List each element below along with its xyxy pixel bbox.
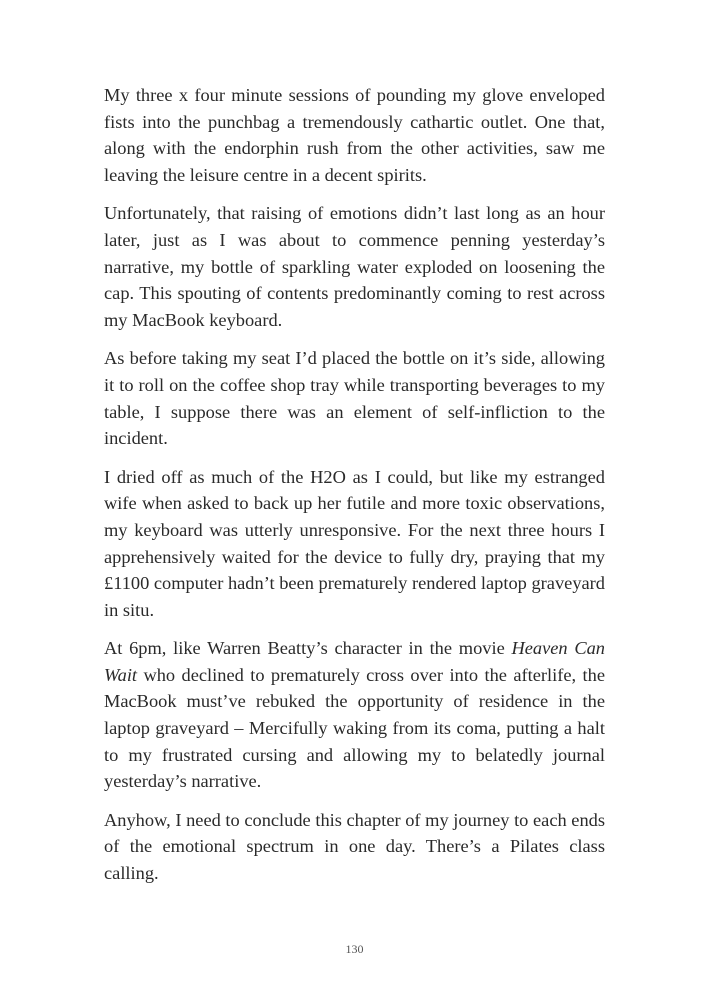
paragraph-4: I dried off as much of the H2O as I could, but like my estranged wife when asked to back up her futile and more toxic observations, my keyboard was utterly unresponsive. For the next three hours I apprehensively waited for the device to fully dry, praying that my £1100 computer hadn’t been prematurely rendered laptop graveyard in situ. xyxy=(104,466,605,620)
paragraph-5-before: At 6pm, like Warren Beatty’s character in the movie xyxy=(104,638,512,659)
paragraph-2: Unfortunately, that raising of emotions didn’t last long as an hour later, just as I was about to commence penning yesterday’s narrative, my bottle of sparkling water exploded on loosening the cap. This spouting of contents predominantly coming to rest across my MacBook keyboard. xyxy=(104,203,605,330)
paragraph-3: As before taking my seat I’d placed the bottle on it’s side, allowing it to roll on the coffee shop tray while transporting beverages to my table, I suppose there was an element of self-infliction to the incident. xyxy=(104,348,605,449)
paragraph-5 xyxy=(104,635,605,795)
paragraph-5-after: who declined to prematurely cross over into the afterlife, the MacBook must’ve rebuked the opportunity of residence in the laptop graveyard – Mercifully waking from its coma, putting a halt to my frustrated cursing and allowing my to belatedly journal yesterday’s narrative. xyxy=(104,664,605,792)
paragraph-1: My three x four minute sessions of pounding my glove enveloped fists into the punchbag a tremendously cathartic outlet. One that, along with the endorphin rush from the other activities, saw me leaving the leisure centre in a decent spirits. xyxy=(104,85,605,185)
paragraph-6: Anyhow, I need to conclude this chapter of my journey to each ends of the emotional spectrum in one day. There’s a Pilates class calling. xyxy=(104,809,605,884)
page-body xyxy=(104,82,605,899)
page-number: 130 xyxy=(345,942,364,956)
movie-title: Heaven Can Wait xyxy=(104,638,605,685)
